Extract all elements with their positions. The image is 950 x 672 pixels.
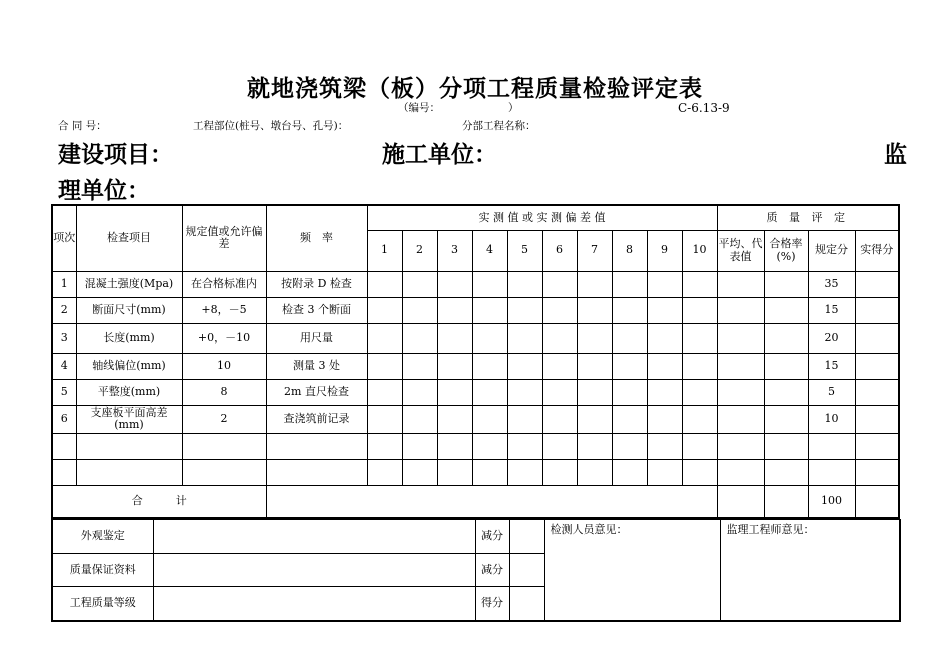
measure-cell[interactable] <box>542 297 577 323</box>
measure-cell[interactable] <box>437 379 472 405</box>
actual-score-cell[interactable] <box>855 323 899 353</box>
measure-cell[interactable] <box>507 405 542 433</box>
measure-cell[interactable] <box>472 271 507 297</box>
measure-cell[interactable] <box>507 323 542 353</box>
measure-col-3: 3 <box>437 230 472 271</box>
measure-cell[interactable] <box>577 271 612 297</box>
measure-cell[interactable] <box>367 405 402 433</box>
location-label: 工程部位(桩号、墩台号、孔号)： <box>193 120 349 132</box>
header-item: 检查项目 <box>76 205 182 271</box>
measure-cell[interactable] <box>402 271 437 297</box>
header-score-spec: 规定分 <box>808 230 855 271</box>
appearance-field[interactable] <box>153 520 475 554</box>
pass-rate-cell[interactable] <box>764 405 808 433</box>
total-pass-rate-cell[interactable] <box>764 485 808 518</box>
actual-score-cell[interactable] <box>855 379 899 405</box>
measure-cell[interactable] <box>542 405 577 433</box>
blank-cell[interactable] <box>612 459 647 485</box>
grade-field[interactable] <box>153 587 475 621</box>
supervisor-opinion[interactable]: 监理工程师意见： <box>720 520 900 621</box>
table-row <box>52 271 899 297</box>
measure-cell[interactable] <box>682 405 717 433</box>
row-score: 15 <box>808 297 855 323</box>
measure-cell[interactable] <box>612 323 647 353</box>
appearance-label: 外观鉴定 <box>52 520 153 554</box>
blank-cell[interactable] <box>542 433 577 459</box>
header-measured: 实 测 值 或 实 测 偏 差 值 <box>367 205 717 230</box>
pass-rate-cell[interactable] <box>764 379 808 405</box>
measure-cell[interactable] <box>647 353 682 379</box>
measure-cell[interactable] <box>402 379 437 405</box>
measure-cell[interactable] <box>437 297 472 323</box>
measure-cell[interactable] <box>577 297 612 323</box>
blank-cell[interactable] <box>472 433 507 459</box>
measure-cell[interactable] <box>437 353 472 379</box>
blank-cell[interactable] <box>182 433 266 459</box>
measure-cell[interactable] <box>367 323 402 353</box>
row-frequency: 按附录 D 检查 <box>266 271 367 297</box>
avg-cell[interactable] <box>717 379 764 405</box>
total-label: 合 计 <box>52 485 266 518</box>
measure-cell[interactable] <box>367 271 402 297</box>
measure-cell[interactable] <box>367 297 402 323</box>
supervisor-label-b: 理单位： <box>58 177 150 204</box>
row-frequency: 2m 直尺检查 <box>266 379 367 405</box>
row-frequency: 检查 3 个断面 <box>266 297 367 323</box>
row-score: 20 <box>808 323 855 353</box>
measure-cell[interactable] <box>647 379 682 405</box>
header-score-actual: 实得分 <box>855 230 899 271</box>
form-code: C-6.13-9 <box>678 101 730 115</box>
row-item: 长度(mm) <box>76 323 182 353</box>
actual-score-cell[interactable] <box>855 271 899 297</box>
measure-cell[interactable] <box>472 379 507 405</box>
inspector-opinion[interactable]: 检测人员意见： <box>544 520 720 621</box>
measure-cell[interactable] <box>577 379 612 405</box>
pass-rate-cell[interactable] <box>764 323 808 353</box>
measure-col-8: 8 <box>612 230 647 271</box>
row-item: 断面尺寸(mm) <box>76 297 182 323</box>
actual-score-cell[interactable] <box>855 353 899 379</box>
blank-cell[interactable] <box>577 433 612 459</box>
measure-cell[interactable] <box>472 297 507 323</box>
blank-cell[interactable] <box>437 433 472 459</box>
evaluation-table <box>51 519 901 622</box>
total-avg-cell[interactable] <box>717 485 764 518</box>
serial-label: （编号： <box>398 102 440 114</box>
row-spec: +8，－5 <box>182 297 266 323</box>
blank-cell[interactable] <box>764 459 808 485</box>
row-frequency: 测量 3 处 <box>266 353 367 379</box>
quality-docs-field[interactable] <box>153 554 475 587</box>
measure-cell[interactable] <box>682 323 717 353</box>
blank-cell[interactable] <box>808 433 855 459</box>
measure-cell[interactable] <box>577 405 612 433</box>
blank-cell[interactable] <box>647 433 682 459</box>
total-blank[interactable] <box>266 485 717 518</box>
measure-cell[interactable] <box>542 353 577 379</box>
grade-score-field[interactable] <box>509 587 544 621</box>
avg-cell[interactable] <box>717 405 764 433</box>
header-pass-rate: 合格率(%) <box>764 230 808 271</box>
grade-score-label: 得分 <box>475 587 509 621</box>
pass-rate-cell[interactable] <box>764 353 808 379</box>
row-score: 35 <box>808 271 855 297</box>
blank-cell[interactable] <box>437 459 472 485</box>
row-score: 15 <box>808 353 855 379</box>
table-row <box>52 433 899 459</box>
measure-cell[interactable] <box>647 323 682 353</box>
project-label: 建设项目： <box>58 141 173 168</box>
measure-cell[interactable] <box>612 297 647 323</box>
blank-cell[interactable] <box>577 459 612 485</box>
blank-cell[interactable] <box>367 459 402 485</box>
measure-cell[interactable] <box>682 353 717 379</box>
measure-col-1: 1 <box>367 230 402 271</box>
pass-rate-cell[interactable] <box>764 297 808 323</box>
inspection-table <box>51 204 900 519</box>
blank-cell[interactable] <box>266 459 367 485</box>
blank-cell[interactable] <box>717 459 764 485</box>
blank-cell[interactable] <box>542 459 577 485</box>
measure-col-10: 10 <box>682 230 717 271</box>
measure-cell[interactable] <box>402 405 437 433</box>
row-frequency: 查浇筑前记录 <box>266 405 367 433</box>
row-no: 2 <box>52 297 76 323</box>
avg-cell[interactable] <box>717 271 764 297</box>
table-row <box>52 297 899 323</box>
measure-cell[interactable] <box>437 323 472 353</box>
row-no: 5 <box>52 379 76 405</box>
header-quality: 质 量 评 定 <box>717 205 899 230</box>
header-avg: 平均、代表值 <box>717 230 764 271</box>
actual-score-cell[interactable] <box>855 297 899 323</box>
page-title: 就地浇筑梁（板）分项工程质量检验评定表 <box>247 75 703 102</box>
blank-cell[interactable] <box>682 433 717 459</box>
blank-cell[interactable] <box>76 459 182 485</box>
blank-cell[interactable] <box>182 459 266 485</box>
measure-cell[interactable] <box>472 353 507 379</box>
quality-docs-label: 质量保证资料 <box>52 554 153 587</box>
row-spec: +0，－10 <box>182 323 266 353</box>
measure-cell[interactable] <box>542 271 577 297</box>
measure-col-5: 5 <box>507 230 542 271</box>
measure-cell[interactable] <box>577 323 612 353</box>
row-spec: 2 <box>182 405 266 433</box>
measure-cell[interactable] <box>367 379 402 405</box>
measure-col-7: 7 <box>577 230 612 271</box>
appearance-deduct-field[interactable] <box>509 520 544 554</box>
measure-cell[interactable] <box>612 405 647 433</box>
measure-cell[interactable] <box>507 271 542 297</box>
measure-cell[interactable] <box>507 297 542 323</box>
header-spec: 规定值或允许偏差 <box>182 205 266 271</box>
blank-cell[interactable] <box>855 433 899 459</box>
appearance-deduct-label: 减分 <box>475 520 509 554</box>
quality-docs-deduct-label: 减分 <box>475 554 509 587</box>
total-score: 100 <box>808 485 855 518</box>
blank-cell[interactable] <box>266 433 367 459</box>
row-item: 轴线偏位(mm) <box>76 353 182 379</box>
total-actual-score-cell[interactable] <box>855 485 899 518</box>
measure-cell[interactable] <box>647 405 682 433</box>
actual-score-cell[interactable] <box>855 405 899 433</box>
blank-cell[interactable] <box>367 433 402 459</box>
measure-cell[interactable] <box>682 271 717 297</box>
measure-cell[interactable] <box>682 379 717 405</box>
table-row <box>52 405 899 433</box>
subproject-label: 分部工程名称： <box>462 120 536 132</box>
blank-cell[interactable] <box>472 459 507 485</box>
measure-col-9: 9 <box>647 230 682 271</box>
measure-cell[interactable] <box>367 353 402 379</box>
row-score: 5 <box>808 379 855 405</box>
blank-cell[interactable] <box>52 433 76 459</box>
measure-cell[interactable] <box>437 271 472 297</box>
header-frequency: 频 率 <box>266 205 367 271</box>
row-no: 3 <box>52 323 76 353</box>
row-no: 1 <box>52 271 76 297</box>
header-index: 项次 <box>52 205 76 271</box>
blank-cell[interactable] <box>402 433 437 459</box>
contract-no-label: 合 同 号： <box>58 120 107 132</box>
blank-cell[interactable] <box>402 459 437 485</box>
blank-cell[interactable] <box>808 459 855 485</box>
measure-cell[interactable] <box>542 379 577 405</box>
quality-docs-deduct-field[interactable] <box>509 554 544 587</box>
avg-cell[interactable] <box>717 323 764 353</box>
pass-rate-cell[interactable] <box>764 271 808 297</box>
avg-cell[interactable] <box>717 353 764 379</box>
row-spec: 在合格标准内 <box>182 271 266 297</box>
table-row <box>52 459 899 485</box>
row-item: 支座板平面高差(mm) <box>76 405 182 433</box>
row-spec: 10 <box>182 353 266 379</box>
blank-cell[interactable] <box>52 459 76 485</box>
measure-cell[interactable] <box>402 323 437 353</box>
blank-cell[interactable] <box>76 433 182 459</box>
measure-cell[interactable] <box>577 353 612 379</box>
measure-cell[interactable] <box>612 379 647 405</box>
blank-cell[interactable] <box>717 433 764 459</box>
row-score: 10 <box>808 405 855 433</box>
blank-cell[interactable] <box>612 433 647 459</box>
measure-col-4: 4 <box>472 230 507 271</box>
avg-cell[interactable] <box>717 297 764 323</box>
blank-cell[interactable] <box>507 433 542 459</box>
total-row <box>52 485 899 518</box>
row-no: 6 <box>52 405 76 433</box>
grade-label: 工程质量等级 <box>52 587 153 621</box>
measure-cell[interactable] <box>612 271 647 297</box>
blank-cell[interactable] <box>507 459 542 485</box>
row-spec: 8 <box>182 379 266 405</box>
row-item: 平整度(mm) <box>76 379 182 405</box>
measure-cell[interactable] <box>507 379 542 405</box>
measure-col-6: 6 <box>542 230 577 271</box>
row-no: 4 <box>52 353 76 379</box>
supervisor-label-a: 监 <box>884 141 907 168</box>
measure-cell[interactable] <box>472 405 507 433</box>
row-frequency: 用尺量 <box>266 323 367 353</box>
measure-col-2: 2 <box>402 230 437 271</box>
measure-cell[interactable] <box>472 323 507 353</box>
table-row <box>52 379 899 405</box>
measure-cell[interactable] <box>437 405 472 433</box>
table-row <box>52 353 899 379</box>
serial-close: ） <box>508 102 519 114</box>
blank-cell[interactable] <box>682 459 717 485</box>
blank-cell[interactable] <box>647 459 682 485</box>
measure-cell[interactable] <box>402 353 437 379</box>
measure-cell[interactable] <box>647 297 682 323</box>
measure-cell[interactable] <box>682 297 717 323</box>
contractor-label: 施工单位： <box>382 141 497 168</box>
measure-cell[interactable] <box>402 297 437 323</box>
table-row <box>52 323 899 353</box>
measure-cell[interactable] <box>647 271 682 297</box>
blank-cell[interactable] <box>764 433 808 459</box>
measure-cell[interactable] <box>507 353 542 379</box>
measure-cell[interactable] <box>542 323 577 353</box>
blank-cell[interactable] <box>855 459 899 485</box>
row-item: 混凝土强度(Mpa) <box>76 271 182 297</box>
measure-cell[interactable] <box>612 353 647 379</box>
